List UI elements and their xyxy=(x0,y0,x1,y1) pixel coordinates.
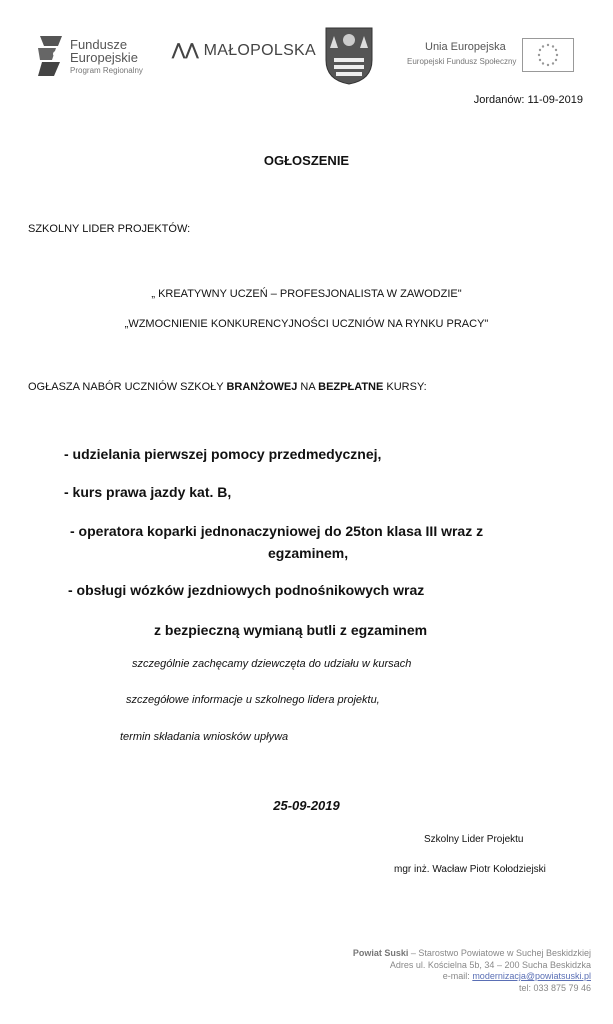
footer-org xyxy=(301,948,591,960)
footer-org-bold: Powiat Suski xyxy=(352,948,409,958)
document-date: Jordanów: 11-09-2019 xyxy=(473,94,583,106)
note-encourage-girls: szczególnie zachęcamy dziewczęta do udziału w kursach xyxy=(132,658,412,670)
course-first-aid: - udzielania pierwszej pomocy przedmedycznej, xyxy=(64,446,382,462)
footer-phone: tel: 033 875 79 46 xyxy=(518,982,591,993)
announce-bold-2: BEZPŁATNE xyxy=(318,381,384,393)
course-forklift-line-2: z bezpieczną wymianą butli z egzaminem xyxy=(154,622,428,638)
course-driving-license: - kurs prawa jazdy kat. B, xyxy=(64,484,232,500)
announce-post: KURSY: xyxy=(383,381,427,393)
county-crest-icon xyxy=(324,26,374,91)
announce-bold-1: BRANŻOWEJ xyxy=(226,381,298,393)
ue-title: Unia Europejska xyxy=(425,41,506,53)
note-details: szczegółowe informacje u szkolnego lidera projektu, xyxy=(126,694,380,706)
fe-line2: Europejskie xyxy=(70,50,138,65)
fe-logo-text xyxy=(70,38,138,64)
fe-logo-icon xyxy=(36,34,66,78)
footer-address: Adres ul. Kościelna 5b, 34 – 200 Sucha Beskidzka xyxy=(389,959,591,970)
fe-line1: Fundusze xyxy=(70,37,128,52)
footer-email-link[interactable]: modernizacja@powiatsuski.pl xyxy=(472,971,591,981)
malopolska-mark-icon: ⋀⋀ xyxy=(172,42,199,59)
course-excavator-line-1: - operatora koparki jednonaczyniowej do 25ton klasa III wraz z xyxy=(70,523,484,539)
project-name-2: „WZMOCNIENIE KONKURENCYJNOŚCI UCZNIÓW NA RYNKU PRACY" xyxy=(124,318,489,330)
malopolska-logo xyxy=(172,40,316,60)
project-name-1: „ KREATYWNY UCZEŃ – PROFESJONALISTA W ZAWODZIE" xyxy=(151,288,462,300)
ue-subtitle: Europejski Fundusz Społeczny xyxy=(407,57,517,66)
malopolska-text: MAŁOPOLSKA xyxy=(203,42,316,59)
footer-email-label: e-mail: xyxy=(442,971,473,981)
announce-pre: OGŁASZA NABÓR UCZNIÓW SZKOŁY xyxy=(28,381,227,393)
announcement-line xyxy=(28,381,427,393)
announce-mid: NA xyxy=(297,381,319,393)
footer-org-rest: – Starostwo Powiatowe w Suchej Beskidzkiej xyxy=(408,948,591,958)
signature-role: Szkolny Lider Projektu xyxy=(424,834,524,845)
eu-flag-icon xyxy=(522,38,574,72)
signature-name: mgr inż. Wacław Piotr Kołodziejski xyxy=(394,864,546,875)
footer-contact xyxy=(301,948,591,994)
course-excavator-line-2: egzaminem, xyxy=(268,545,349,561)
lead-line: SZKOLNY LIDER PROJEKTÓW: xyxy=(28,223,191,235)
deadline-date: 25-09-2019 xyxy=(273,798,340,813)
note-deadline-label: termin składania wniosków upływa xyxy=(120,731,289,743)
course-forklift-line-1: - obsługi wózków jezdniowych podnośnikowych wraz xyxy=(68,582,425,598)
document-title: OGŁOSZENIE xyxy=(263,153,350,168)
footer-email-row xyxy=(301,971,591,983)
fe-logo-subtitle: Program Regionalny xyxy=(70,66,143,75)
